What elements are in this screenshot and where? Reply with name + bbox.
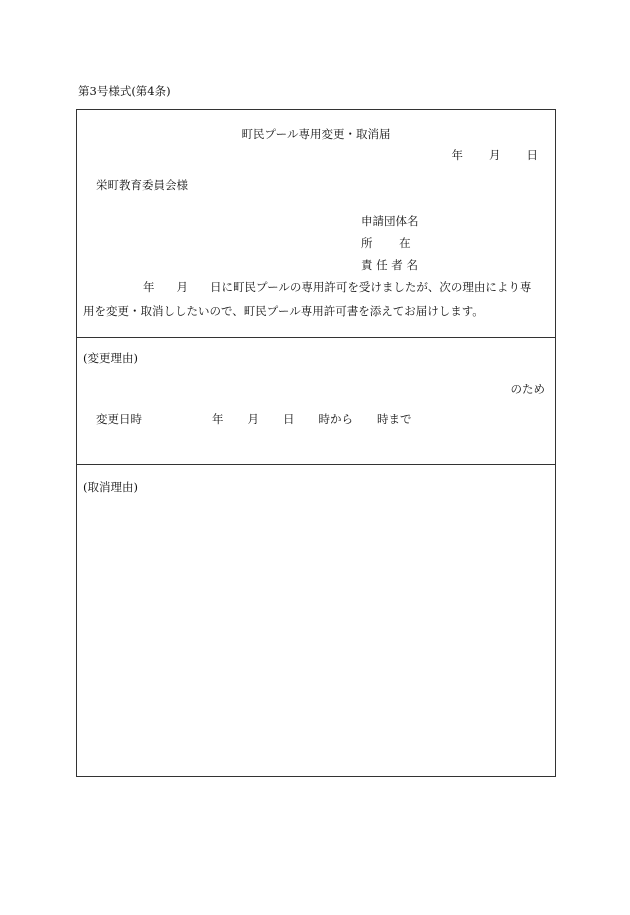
applicant-address-label: 所 在 bbox=[361, 236, 411, 250]
date-year-label: 年 bbox=[451, 148, 463, 162]
form-number-label: 第3号様式(第4条) bbox=[78, 84, 171, 98]
change-month-label: 月 bbox=[247, 412, 259, 426]
change-from-label: 時から bbox=[318, 412, 353, 426]
change-datetime-line bbox=[96, 414, 412, 426]
form-box bbox=[76, 109, 556, 777]
body-line1-text: 日に町民プールの専用許可を受けましたが、次の理由により専 bbox=[210, 280, 532, 294]
applicant-representative-label: 責 任 者 名 bbox=[361, 258, 418, 272]
change-date-label: 変更日時 bbox=[96, 412, 142, 426]
submission-date-line bbox=[452, 150, 539, 162]
change-year-label: 年 bbox=[212, 412, 224, 426]
section-divider-change bbox=[77, 337, 555, 338]
form-title: 町民プール専用変更・取消届 bbox=[241, 127, 391, 141]
for-reason-suffix: のため bbox=[510, 382, 545, 396]
applicant-org-label: 申請団体名 bbox=[361, 214, 419, 228]
body-month-label: 月 bbox=[176, 280, 188, 294]
change-until-label: 時まで bbox=[377, 412, 412, 426]
date-day-label: 日 bbox=[526, 148, 538, 162]
date-month-label: 月 bbox=[489, 148, 501, 162]
addressee: 栄町教育委員会様 bbox=[96, 178, 188, 192]
body-text-line-2: 用を変更・取消ししたいので、町民プール専用許可書を添えてお届けします。 bbox=[83, 304, 484, 318]
change-reason-label: (変更理由) bbox=[83, 351, 138, 365]
section-divider-cancel bbox=[77, 464, 555, 465]
cancel-reason-label: (取消理由) bbox=[83, 480, 138, 494]
body-year-label: 年 bbox=[143, 280, 155, 294]
body-text-line-1 bbox=[83, 282, 531, 294]
change-day-label: 日 bbox=[283, 412, 295, 426]
